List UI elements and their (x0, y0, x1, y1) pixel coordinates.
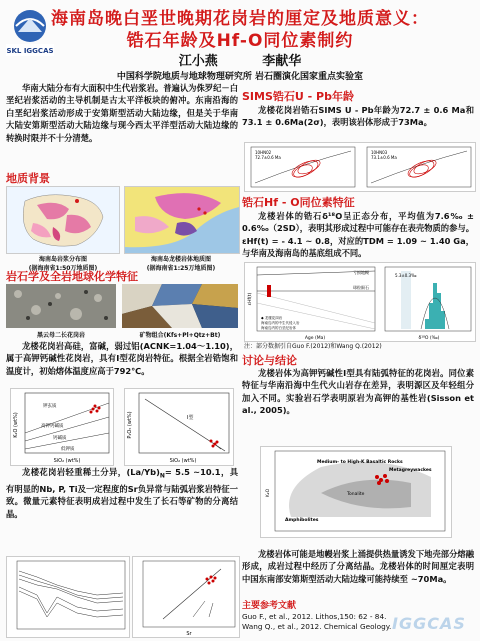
concordia-plots (244, 142, 476, 192)
longlou-pluton-map (124, 186, 240, 254)
author-1: 江小燕 (178, 54, 218, 69)
photo-caption-right: 矿物组合(Kfs+Pl+Qtz+Bt) (139, 332, 221, 339)
svg-text:SKL IGGCAS: SKL IGGCAS (6, 47, 54, 55)
hf-label-dm: 亏损地幔 (353, 270, 369, 275)
map-caption-right: 海南岛龙楼岩体地质图 (据海南省1:25万地质图) (146, 256, 216, 272)
plot1-ylabel: K₂O (wt%) (13, 412, 19, 438)
hainan-magmatic-map (6, 186, 120, 254)
k2o-sio2-plot (10, 388, 114, 466)
reference-1: Guo F., et al., 2012. Lithos,150: 62 - 84. (242, 612, 387, 621)
intro-paragraph: 华南大陆分布有大面积中生代岩浆岩。普遍认为侏罗纪－白垩纪岩浆活动的主导机制是古太平洋板块的俯冲。东南沿海的白垩纪岩浆活动形成于安第斯型活动大陆边缘，但是关于华南大陆安第斯型活动大陆边缘与现今西太平洋型活动大陆边缘的转换时限并不十分清楚。 (6, 83, 238, 143)
hfo-paragraph: 龙楼岩体的锆石δ¹⁸O呈正态分布，平均值为7.6‰ ± 0.6‰（2SD），表明其形成过程中可能存在表壳物质的参与。εHf(t) = - 4.1 ~ 0.8，对应的TDM = 1.09 ~ 1.40 Ga，与华南及海南岛的基底组成不同。 (242, 211, 474, 259)
hfo-note: 注：部分数据引自Guo F.(2012)和Wang Q.(2012) (244, 343, 382, 350)
discussion-heading: 讨论与结论 (242, 354, 297, 367)
ree-spider-plot (6, 556, 130, 638)
trace-text-b: = 5.5 ~10.1，具有明显的Nb, P, Ti及一定程度的Sr负异常与陆弧岩浆岩特征一致。微量元素特征表明成岩过程中发生了长石等矿物的分离结晶。 (6, 467, 238, 519)
discussion-paragraph-2: 龙楼岩体可能是地幔岩浆上涌提供热量诱发下地壳部分熔融形成，成岩过程中经历了分离结晶。龙楼岩体的时间厘定表明中国东南部安第斯型活动大陆边缘可能持续至 ~70Ma。 (242, 549, 474, 584)
concordia-age-1: 72.7±0.6 Ma (255, 155, 281, 160)
exp-label-basaltic: Medium- to High-K Basaltic Rocks (317, 460, 403, 465)
hf-legend-2: 海南岛内的中生代侵入岩 (261, 321, 300, 325)
photo-caption-left: 黑云母二长花岗岩 (36, 332, 85, 339)
watermark: IGGCAS (392, 614, 466, 633)
sims-paragraph: 龙楼花岗岩锆石SIMS U - Pb年龄为72.7 ± 0.6 Ma和73.1 ± 0.6Ma(2σ)，表明该岩体形成于73Ma。 (242, 105, 474, 128)
exp-label-amphibolites: Amphibolites (285, 518, 319, 523)
affiliation: 中国科学院地质与地球物理研究所 岩石圈演化国家重点实验室 (116, 72, 364, 82)
map-caption-left: 海南岛岩浆分布图 (据海南省1:50万地质图) (28, 256, 98, 272)
petrology-paragraph: 龙楼花岗岩高硅，富碱，弱过铝(ACNK=1.04～1.10)，属于高钾钙碱性花岗岩，具有I型花岗岩特征。根据全岩锆饱和温度计，初始熔体温度应高于792℃。 (6, 341, 238, 376)
experimental-petrology-plot (260, 446, 452, 538)
trace-text-a: 龙楼花岗岩轻重稀土分异，(La/Yb) (22, 467, 160, 477)
geo-background-heading: 地质背景 (6, 172, 50, 185)
references-heading: 主要参考文献 (242, 601, 297, 611)
hf-o-isotope-plots (244, 262, 476, 342)
hfo-heading: 锆石Hf - O同位素特征 (242, 196, 355, 209)
o-xlabel: δ¹⁸O (‰) (418, 336, 440, 341)
petrology-heading: 岩石学及全岩地球化学特征 (6, 270, 138, 283)
exp-label-tonalite: Tonalite (347, 492, 365, 497)
plot2-ylabel: P₂O₅ (wt%) (127, 411, 133, 439)
plot1-label-shoshonitic: 钾玄质 (43, 404, 57, 409)
trace-element-paragraph (6, 466, 238, 520)
title-line-2: 锆石年龄及Hf-O同位素制约 (126, 31, 354, 51)
sims-heading: SIMS锆石U - Pb年龄 (242, 90, 354, 103)
hf-xlabel: Age (Ma) (304, 336, 326, 341)
plot2-label-itype: I型 (187, 415, 194, 421)
plot1-label-lowk: 低钾质 (61, 447, 75, 452)
hf-legend-1: ◆ 龙楼花岗岩 (261, 316, 283, 320)
reference-2: Wang Q., et al., 2012. Chemical Geology. (242, 622, 392, 631)
o-mantle-label: 5.3±0.3‰ (395, 273, 417, 278)
trace-text-sub: N (159, 472, 165, 480)
hf-ylabel: εHf(t) (248, 292, 253, 306)
title-line-1: 海南岛晚白垩世晚期花岗岩的厘定及地质意义： (51, 9, 429, 29)
author-2: 李献华 (262, 54, 302, 69)
concordia-age-2: 73.1±0.6 Ma (371, 155, 397, 160)
thin-section-photo (122, 284, 238, 328)
concordia-sample-2: 10HN03 (371, 150, 388, 155)
svg-text:Sr: Sr (186, 631, 192, 637)
plot1-label-calcalkaline: 钙碱质 (53, 436, 67, 441)
discussion-paragraph-1: 龙楼岩体为高钾钙碱性I型具有陆弧特征的花岗岩。同位素特征与华南沿海中生代火山岩存在差异，表明源区及年轻组分加入不同。实验岩石学表明原岩为高钾的基性岩(Sisson et al., 2005)。 (242, 368, 474, 416)
hf-legend-3: 海南岛内的白垩纪岩体 (261, 326, 296, 330)
exp-ylabel: K₂O (266, 488, 271, 498)
plot1-xlabel: SiO₂ (wt%) (53, 458, 81, 464)
p2o5-sio2-plot (124, 388, 234, 466)
exp-label-metagreywackes: Metagreywackes (389, 468, 432, 473)
concordia-sample-1: 10HN02 (255, 150, 272, 155)
hf-label-chur: 球粒陨石 (353, 285, 369, 290)
plot1-label-highk: 高钾钙碱质 (41, 424, 64, 429)
plot2-xlabel: SiO₂ (wt%) (169, 458, 197, 464)
sr-ba-plot (132, 556, 240, 638)
authors (0, 50, 480, 69)
hand-specimen-photo (6, 284, 116, 328)
